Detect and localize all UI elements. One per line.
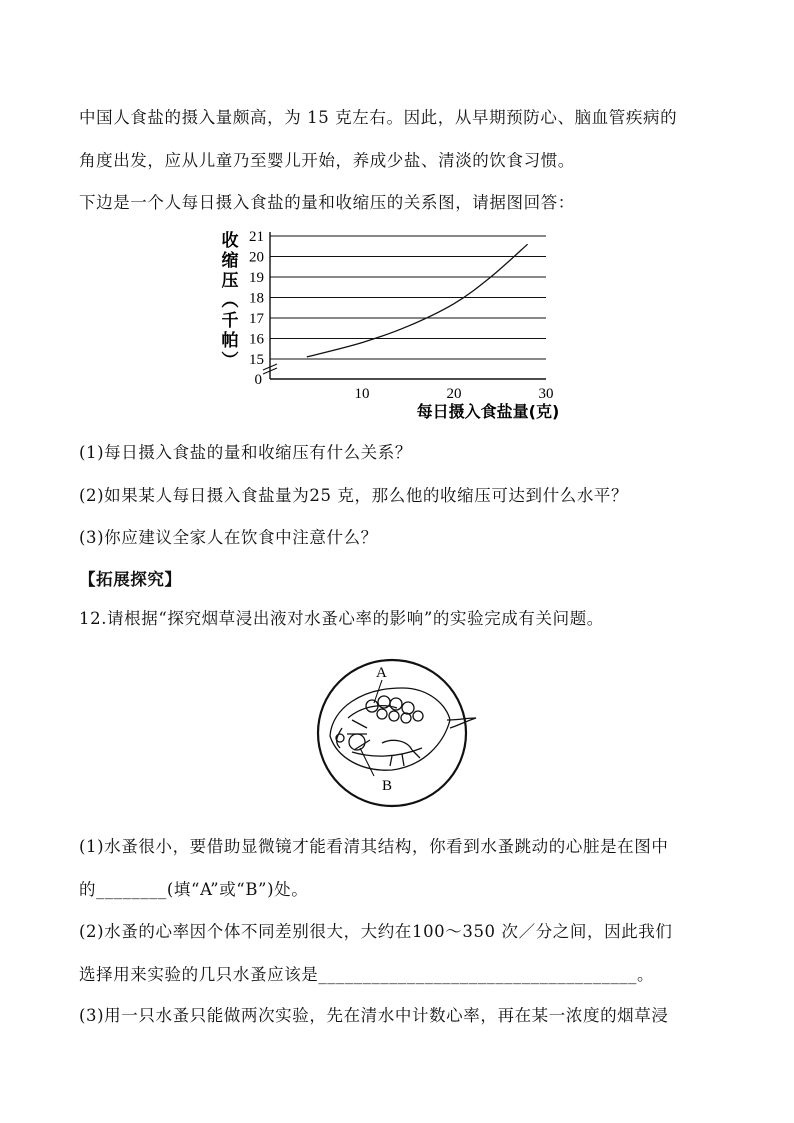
daphnia-microscope-figure bbox=[312, 658, 482, 808]
question-1: (1)每日摄入食盐的量和收缩压有什么关系？ bbox=[79, 443, 412, 462]
pointer-b bbox=[360, 748, 374, 776]
x-tick-label: 30 bbox=[538, 386, 554, 402]
label-b: B bbox=[382, 778, 393, 794]
y-tick-label: 20 bbox=[249, 249, 264, 266]
y-axis-label-char: 帕 bbox=[221, 331, 239, 351]
y-tick-label: 19 bbox=[249, 270, 264, 286]
y-tick-label: 18 bbox=[249, 290, 264, 307]
daphnia-drawing bbox=[330, 688, 476, 770]
x-tick-label: 10 bbox=[354, 386, 370, 402]
y-axis-label bbox=[222, 230, 239, 371]
y-axis-label-char: 压 bbox=[221, 271, 239, 291]
intro-line-1: 中国人食盐的摄入量颇高，为 15 克左右。因此，从早期预防心、脑血管疾病的 bbox=[79, 108, 678, 127]
grid-lines bbox=[270, 236, 546, 359]
y-tick-labels bbox=[249, 229, 265, 368]
y-axis-label-char: ︶ bbox=[221, 351, 239, 371]
y-tick-label: 16 bbox=[249, 331, 264, 348]
y-axis-label-char: 千 bbox=[221, 311, 239, 331]
subquestion-1-line-2: 的________(填“A”或“B”)处。 bbox=[79, 880, 309, 899]
subquestion-1-line-1: (1)水蚤很小，要借助显微镜才能看清其结构，你看到水蚤跳动的心脏是在图中 bbox=[79, 837, 669, 856]
y-origin-label: 0 bbox=[254, 372, 262, 388]
subquestion-2-line-1: (2)水蚤的心率因个体不同差别很大，大约在100～350 次／分之间，因此我们 bbox=[79, 922, 673, 941]
y-axis-label-char: 收 bbox=[221, 231, 239, 251]
x-axis-label: 每日摄入食盐量(克) bbox=[416, 402, 560, 421]
y-tick-label: 17 bbox=[249, 311, 264, 327]
label-a: A bbox=[376, 665, 387, 681]
y-tick-label: 21 bbox=[249, 229, 264, 245]
section-title: 【拓展探究】 bbox=[79, 570, 182, 589]
salt-pressure-chart bbox=[218, 222, 578, 427]
y-axis-label-char: ︵ bbox=[221, 291, 239, 311]
x-tick-label: 20 bbox=[446, 386, 462, 402]
y-axis-label-char: 缩 bbox=[221, 251, 239, 271]
question-3: (3)你应建议全家人在饮食中注意什么？ bbox=[79, 528, 378, 547]
x-tick-labels bbox=[355, 386, 554, 402]
y-tick-label: 15 bbox=[249, 352, 264, 368]
intro-line-2: 角度出发，应从儿童乃至婴儿开始，养成少盐、清淡的饮食习惯。 bbox=[79, 151, 575, 170]
question-12: 12.请根据“探究烟草浸出液对水蚤心率的影响”的实验完成有关问题。 bbox=[79, 609, 604, 628]
series-line bbox=[307, 244, 528, 357]
question-2: (2)如果某人每日摄入食盐量为25 克，那么他的收缩压可达到什么水平？ bbox=[79, 486, 629, 505]
intro-line-3: 下边是一个人每日摄入食盐的量和收缩压的关系图，请据图回答： bbox=[79, 193, 575, 212]
subquestion-2-line-2: 选择用来实验的几只水蚤应该是____________________________________。 bbox=[79, 965, 655, 984]
subquestion-3-line-1: (3)用一只水蚤只能做两次实验，先在清水中计数心率，再在某一浓度的烟草浸 bbox=[79, 1006, 669, 1025]
